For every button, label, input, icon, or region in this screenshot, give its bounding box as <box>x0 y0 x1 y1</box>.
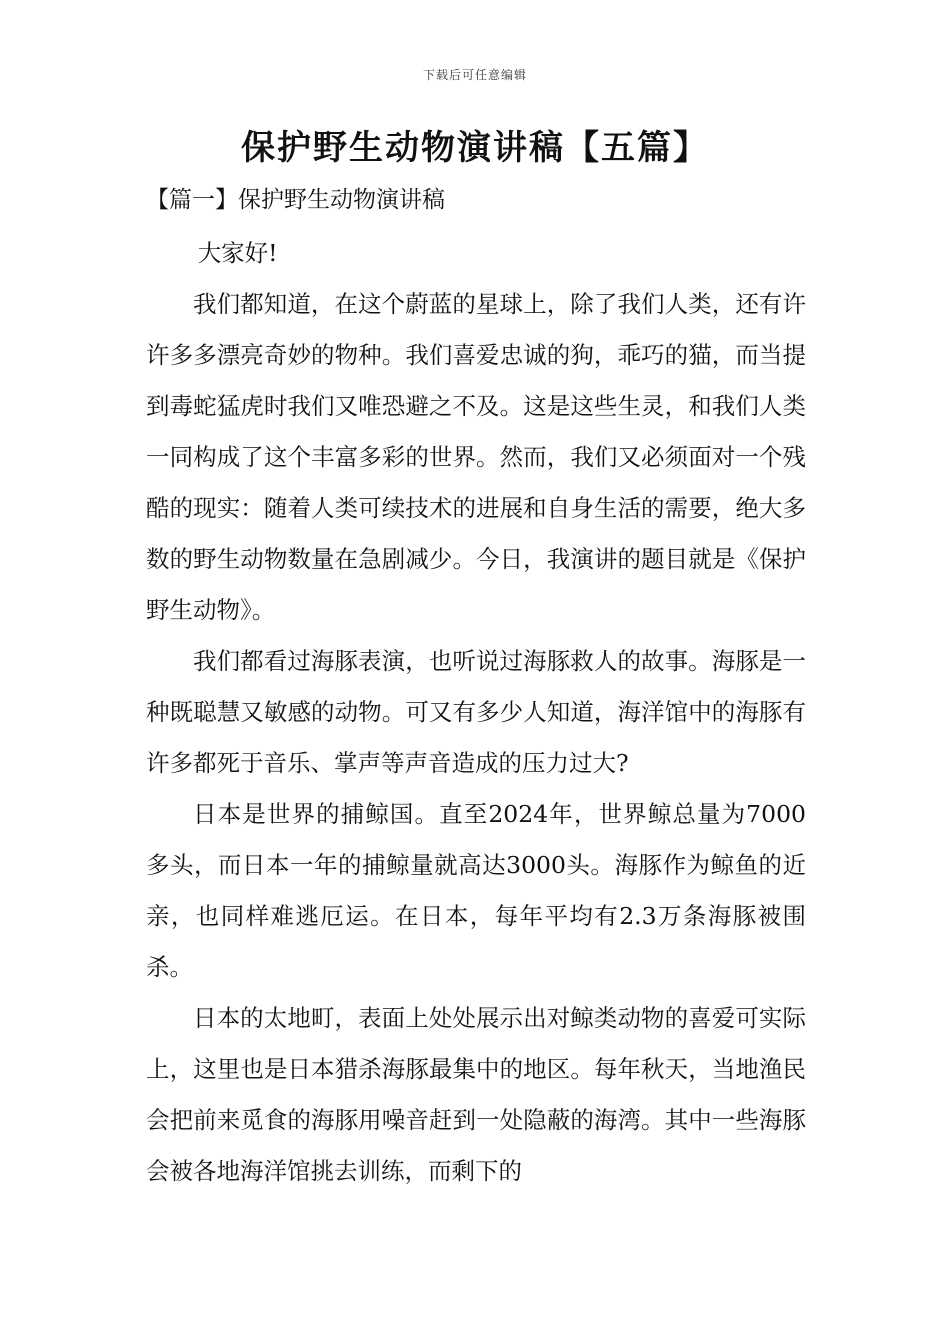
page-header-note: 下载后可任意编辑 <box>422 68 527 82</box>
document-body <box>146 228 806 1197</box>
section-heading: 【篇一】保护野生动物演讲稿 <box>146 187 445 213</box>
paragraph-greeting: 大家好! <box>197 239 278 267</box>
paragraph: 日本是世界的捕鲸国。直至2024年，世界鲸总量为7000多头，而日本一年的捕鲸量就高达3000头。海豚作为鲸鱼的近亲，也同样难逃厄运。在日本，每年平均有2.3万条海豚被围杀。 <box>146 800 806 981</box>
paragraph: 日本的太地町，表面上处处展示出对鲸类动物的喜爱可实际上，这里也是日本猎杀海豚最集中的地区。每年秋天，当地渔民会把前来觅食的海豚用噪音赶到一处隐蔽的海湾。其中一些海豚会被各地海洋馆挑去训练，而剩下的 <box>146 1004 806 1185</box>
paragraph: 我们都知道，在这个蔚蓝的星球上，除了我们人类，还有许许多多漂亮奇妙的物种。我们喜爱忠诚的狗，乖巧的猫，而当提到毒蛇猛虎时我们又唯恐避之不及。这是这些生灵，和我们人类一同构成了这个丰富多彩的世界。然而，我们又必须面对一个残酷的现实：随着人类可续技术的进展和自身生活的需要，绝大多数的野生动物数量在急剧减少。今日，我演讲的题目就是《保护野生动物》。 <box>146 290 806 624</box>
paragraph: 我们都看过海豚表演，也听说过海豚救人的故事。海豚是一种既聪慧又敏感的动物。可又有多少人知道，海洋馆中的海豚有许多都死于音乐、掌声等声音造成的压力过大? <box>146 647 806 777</box>
document-title: 保护野生动物演讲稿【五篇】 <box>241 128 709 168</box>
